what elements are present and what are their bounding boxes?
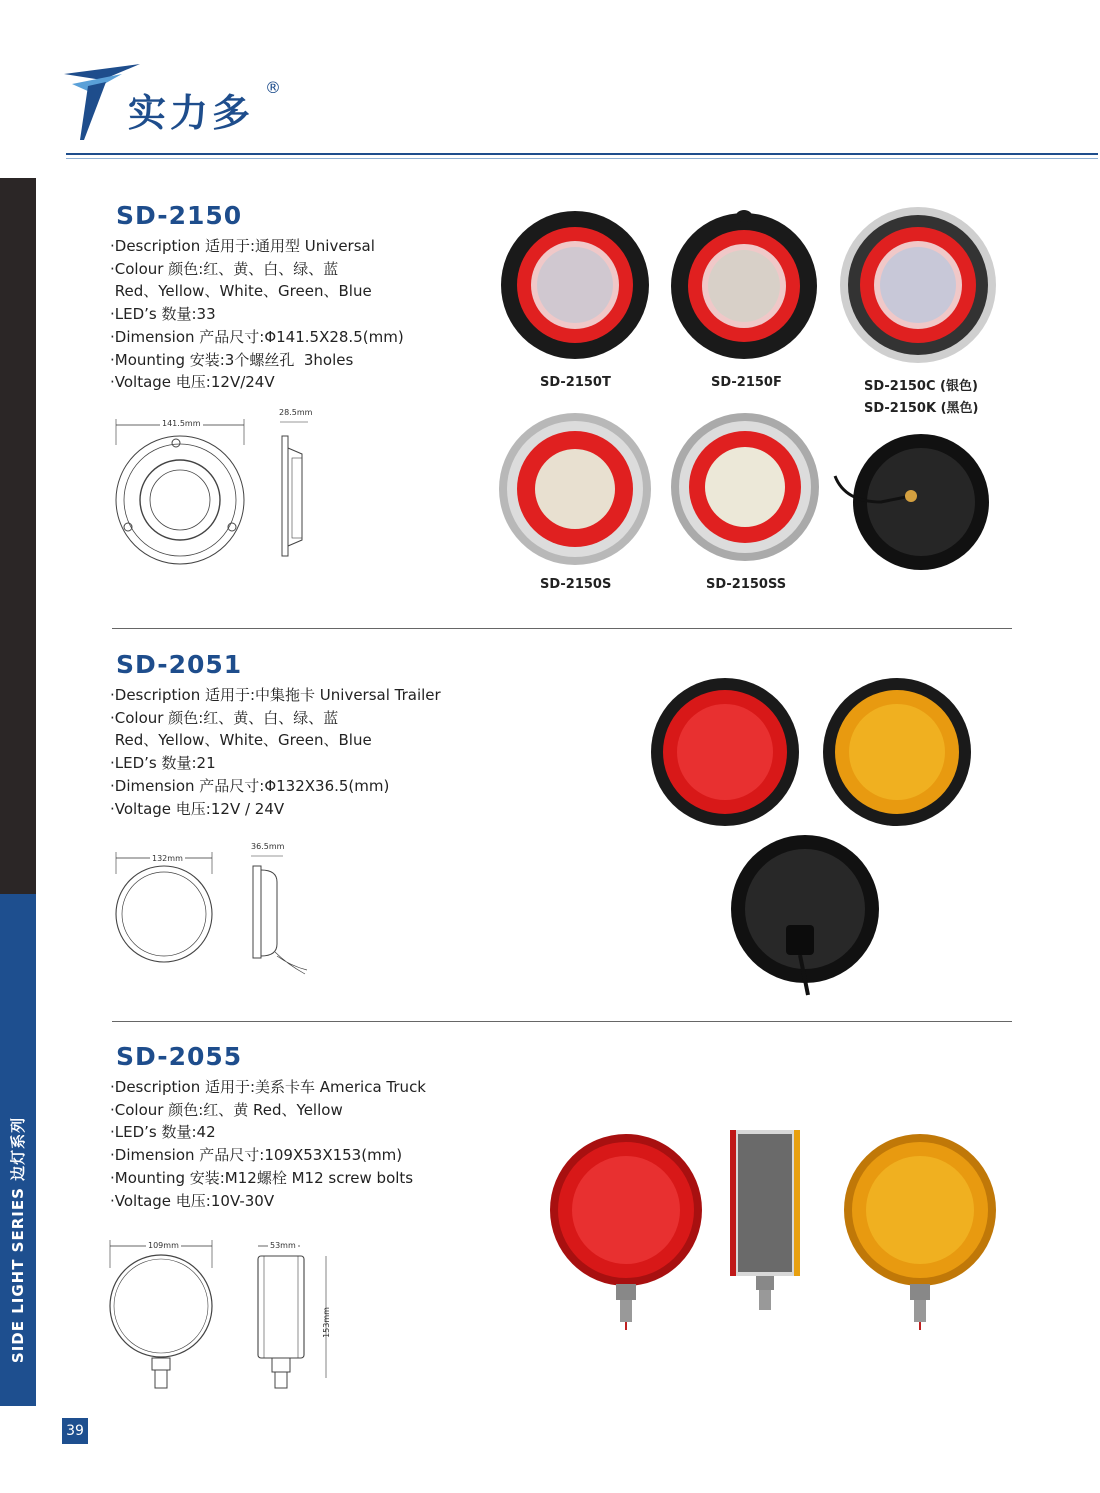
variant-caption: SD-2150SS xyxy=(706,577,787,592)
spec-line: ·Dimension 产品尺寸:109X53X153(mm) xyxy=(110,1146,403,1165)
product-image-sd2150t xyxy=(500,210,650,360)
spec-line: ·LED’s 数量:33 xyxy=(110,305,216,324)
dimension-label: 153mm xyxy=(321,1307,331,1338)
product-image-sd2055-amber xyxy=(842,1134,998,1330)
spec-line: ·Mounting 安装:3个螺丝孔 3holes xyxy=(110,350,354,369)
side-view-drawing-sd2150 xyxy=(278,418,318,568)
dimension-label: 28.5mm xyxy=(279,408,313,417)
variant-caption: SD-2150C (银色) xyxy=(864,379,978,394)
product-image-sd2150ss xyxy=(670,412,820,562)
section-divider xyxy=(112,628,1012,629)
section-title-sd2150: SD-2150 xyxy=(116,201,243,230)
product-image-sd2055-side xyxy=(726,1130,804,1312)
dimension-label: 36.5mm xyxy=(251,842,285,851)
side-view-drawing-sd2051 xyxy=(247,852,311,978)
product-image-sd2055-red xyxy=(548,1134,704,1330)
dimension-label: 53mm xyxy=(270,1241,296,1250)
spec-line: ·LED’s 数量:21 xyxy=(110,754,216,773)
spec-line: ·Voltage 电压:10V-30V xyxy=(110,1191,275,1210)
product-image-sd2051-amber xyxy=(822,678,972,826)
product-image-sd2150f xyxy=(667,208,821,360)
section-title-sd2055: SD-2055 xyxy=(116,1042,243,1071)
section-title-sd2051: SD-2051 xyxy=(116,650,243,679)
product-image-sd2150c xyxy=(836,205,1000,363)
header-rule-thin xyxy=(66,158,1098,159)
spec-list-sd2055 xyxy=(110,1076,426,1212)
dimension-label: 141.5mm xyxy=(162,419,201,428)
spec-line: ·Dimension 产品尺寸:Φ141.5X28.5(mm) xyxy=(110,327,404,346)
sidebar-dark-band xyxy=(0,178,36,894)
sidebar-series-label: SIDE LIGHT SERIES 边灯系列 xyxy=(9,1116,27,1364)
variant-caption: SD-2150T xyxy=(540,375,611,390)
spec-list-sd2051 xyxy=(110,684,441,820)
variant-caption: SD-2150K (黑色) xyxy=(864,401,979,416)
page-number: 39 xyxy=(62,1418,88,1444)
brand-name: 实力多 xyxy=(128,91,255,135)
product-image-sd2150s xyxy=(498,412,652,566)
spec-line: Red、Yellow、White、Green、Blue xyxy=(110,282,372,301)
spec-line: ·Dimension 产品尺寸:Φ132X36.5(mm) xyxy=(110,776,390,795)
spec-line: ·Mounting 安装:M12螺栓 M12 screw bolts xyxy=(110,1168,414,1187)
product-image-sd2150-back xyxy=(835,432,997,572)
front-view-drawing-sd2150 xyxy=(110,415,250,565)
header-rule xyxy=(66,153,1098,155)
spec-line: ·Voltage 电压:12V / 24V xyxy=(110,799,285,818)
spec-line: ·Voltage 电压:12V/24V xyxy=(110,373,275,392)
spec-line: ·Description 适用于:中集拖卡 Universal Trailer xyxy=(110,686,441,704)
spec-list-sd2150 xyxy=(110,235,404,394)
spec-line: Red、Yellow、White、Green、Blue xyxy=(110,731,372,750)
variant-caption: SD-2150S xyxy=(540,577,612,592)
spec-line: ·Colour 颜色:红、黄、白、绿、蓝 xyxy=(110,708,339,727)
spec-line: ·Description 适用于:通用型 Universal xyxy=(110,237,375,255)
front-view-drawing-sd2055 xyxy=(106,1238,216,1394)
spec-line: ·LED’s 数量:42 xyxy=(110,1123,216,1142)
section-divider xyxy=(112,1021,1012,1022)
spec-line: ·Colour 颜色:红、黄 Red、Yellow xyxy=(110,1100,343,1119)
front-view-drawing-sd2051 xyxy=(112,852,216,964)
spec-line: ·Description 适用于:美系卡车 America Truck xyxy=(110,1078,426,1096)
registered-mark: ® xyxy=(265,78,281,97)
spec-line: ·Colour 颜色:红、黄、白、绿、蓝 xyxy=(110,259,339,278)
dimension-label: 109mm xyxy=(148,1241,179,1250)
product-image-sd2051-back xyxy=(728,835,882,995)
variant-caption: SD-2150F xyxy=(711,375,782,390)
product-image-sd2051-red xyxy=(650,678,800,826)
dimension-label: 132mm xyxy=(152,854,183,863)
